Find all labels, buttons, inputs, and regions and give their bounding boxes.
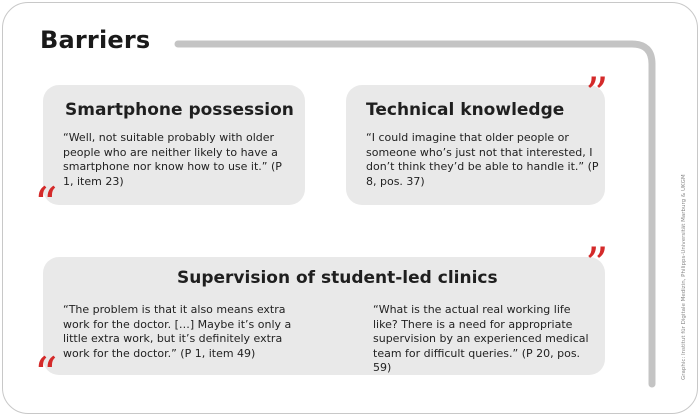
- graphic-credit: Graphic: Institut für Digitale Medizin, Philipps-Universität Marburg & UKGM: [681, 174, 687, 380]
- close-quote-mark-icon: ”: [585, 67, 609, 121]
- technical-quote: “I could imagine that older people or someone who’s just not that interested, I don’t think they’d be able to handle it.” (P 8, pos. 37): [366, 131, 599, 188]
- smartphone-quote: “Well, not suitable probably with older people who are neither likely to have a smartphone nor know how to use it.” (P 1, item 23): [63, 131, 282, 188]
- technical-card-title: Technical knowledge: [366, 100, 565, 120]
- open-quote-mark-icon: “: [34, 177, 58, 231]
- open-quote-mark-icon-2: “: [34, 347, 58, 401]
- close-quote-mark-icon-2: ”: [585, 237, 609, 291]
- page-title: Barriers: [40, 26, 151, 54]
- supervision-quote-right: “What is the actual real working life like? There is a need for appropriate supervision by an experienced medical team for difficult queries.” (P 20, pos. 59): [373, 303, 589, 374]
- supervision-quote-left: “The problem is that it also means extra work for the doctor. […] Maybe it’s only a little extra work, but it’s definitely extra work for the doctor.” (P 1, item 49): [63, 303, 292, 360]
- supervision-card-title: Supervision of student-led clinics: [177, 268, 498, 288]
- smartphone-card-title: Smartphone possession: [65, 100, 294, 120]
